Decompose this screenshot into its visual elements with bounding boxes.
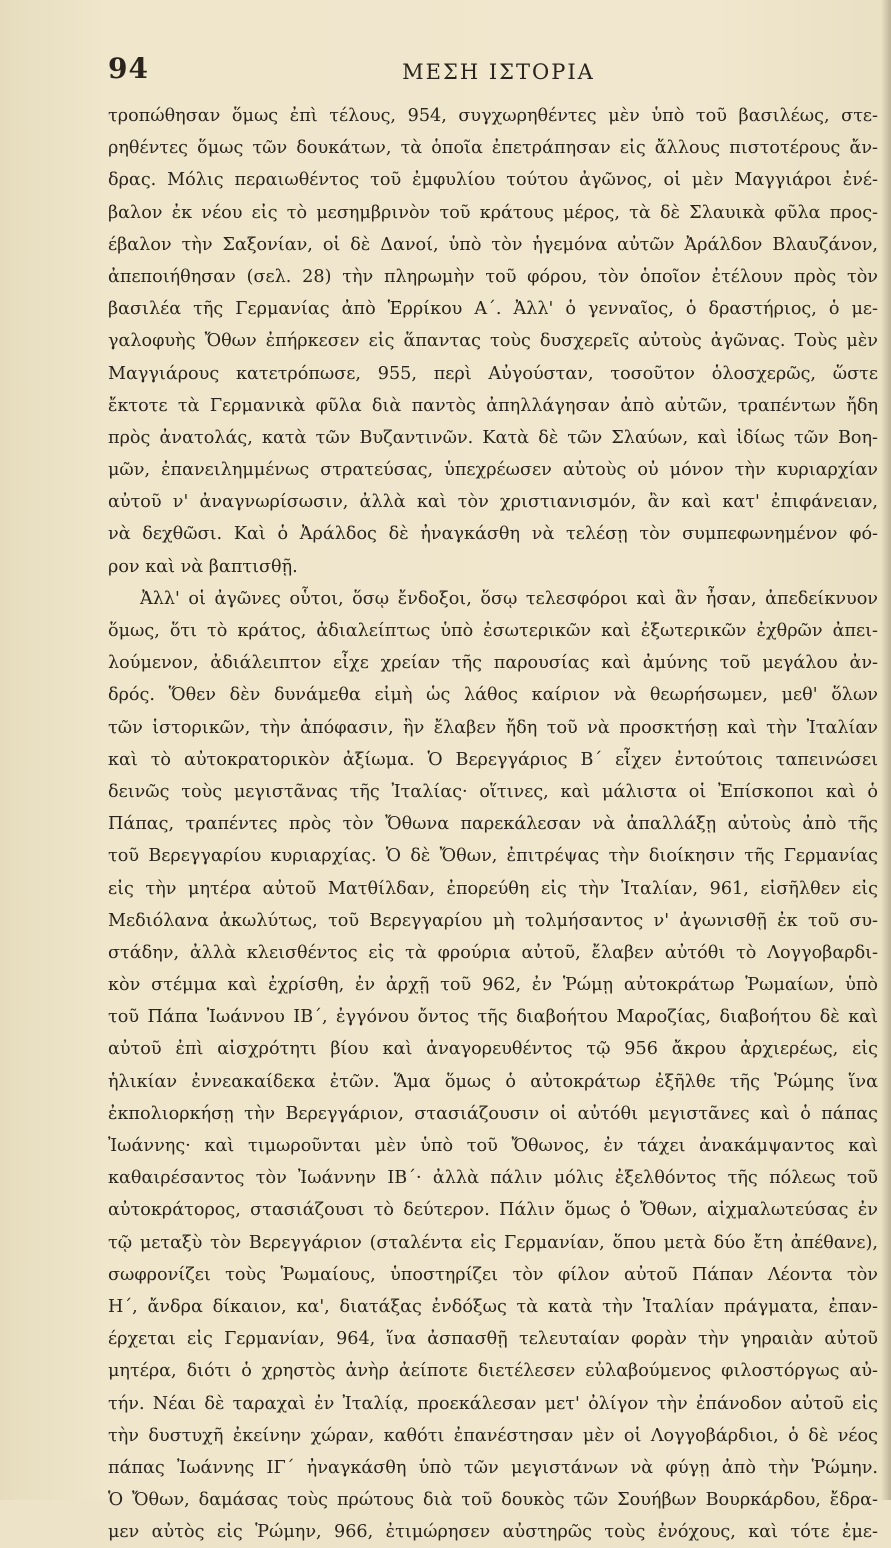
- text-line: έβαλον τὴν Σαξονίαν, οἱ δὲ Δανοί, ὑπὸ τὸν ἡγεμόνα αὐτῶν Ἀράλδον Βλαυζάνον,: [108, 234, 878, 255]
- page-edge-shadow: [881, 0, 891, 1500]
- text-line: κὸν στέμμα καὶ ἐχρίσθη, ἐν ἀρχῇ τοῦ 962, ἐν Ῥώμῃ αὐτοκράτωρ Ῥωμαίων, ὑπὸ: [108, 975, 878, 996]
- text-line: ἔκτοτε τὰ Γερμανικὰ φῦλα διὰ παντὸς ἀπηλλάγησαν ἀπὸ αὐτῶν, τραπέντων ἤδη: [108, 395, 878, 416]
- text-line: εἰς τὴν μητέρα αὐτοῦ Ματθίλδαν, ἐπορεύθη εἰς τὴν Ἰταλίαν, 961, εἰσῆλθεν εἰς: [108, 878, 878, 899]
- text-line: ρηθέντες ὅμως τῶν δουκάτων, τὰ ὁποῖα ἐπετράπησαν εἰς ἄλλους πιστοτέρους ἄν-: [108, 138, 878, 159]
- text-line: ἐκπολιορκήσῃ τὴν Βερεγγάριον, στασιάζουσιν οἱ αὐτόθι μεγιστᾶνες καὶ ὁ πάπας: [108, 1103, 878, 1124]
- text-line: αὐτοῦ ν' ἀναγνωρίσωσιν, ἀλλὰ καὶ τὸν χριστιανισμόν, ἂν καὶ κατ' ἐπιφάνειαν,: [108, 492, 878, 513]
- text-line: Η΄, ἄνδρα δίκαιον, κα', διατάξας ἐνδόξως τὰ κατὰ τὴν Ἰταλίαν πράγματα, ἐπαν-: [108, 1296, 878, 1317]
- text-line: τὴν δυστυχῆ ἐκείνην χώραν, καθότι ἐπανέστησαν μὲν οἱ Λογγοβάρδιοι, ὁ δὲ νέος: [108, 1425, 878, 1446]
- text-line: μεν αὐτὸς εἰς Ῥώμην, 966, ἐτιμώρησεν αὐστηρῶς τοὺς ἐνόχους, καὶ τότε ἐμε-: [108, 1522, 878, 1543]
- body-text: [108, 100, 878, 1548]
- text-line: αὐτοκράτορος, στασιάζουσι τὸ δεύτερον. Πάλιν ὅμως ὁ Ὄθων, αἰχμαλωτεύσας ἐν: [108, 1200, 878, 1221]
- text-line: δρός. Ὅθεν δὲν δυνάμεθα εἰμὴ ὡς λάθος καίριον νὰ θεωρήσωμεν, μεθ' ὅλων: [108, 685, 878, 706]
- text-line: μῶν, ἐπανειλημμένως στρατεύσας, ὑπεχρέωσεν αὐτοὺς οὐ μόνον τὴν κυριαρχίαν: [108, 460, 878, 481]
- page-number: 94: [108, 52, 149, 85]
- text-line: Ὁ Ὄθων, δαμάσας τοὺς πρώτους διὰ τοῦ δουκὸς τῶν Σουήβων Βουρκάρδου, ἔδρα-: [108, 1490, 878, 1511]
- text-line: μητέρα, διότι ὁ χρηστὸς ἀνὴρ ἀείποτε διετέλεσεν εὐλαβούμενος φιλοστόργως αὐ-: [108, 1361, 878, 1382]
- text-line: τοῦ Πάπα Ἰωάννου ΙΒ΄, ἐγγόνου ὄντος τῆς διαβοήτου Μαροζίας, διαβοήτου δὲ καὶ: [108, 1007, 878, 1028]
- text-line: λούμενον, ἀδιάλειπτον εἶχε χρείαν τῆς παρουσίας καὶ ἀμύνης τοῦ μεγάλου ἀν-: [108, 653, 878, 674]
- text-line: έρχεται εἰς Γερμανίαν, 964, ἵνα ἀσπασθῇ τελευταίαν φορὰν τὴν γηραιὰν αὐτοῦ: [108, 1329, 878, 1350]
- text-line: Μαγγιάρους κατετρόπωσε, 955, περὶ Αὐγούσταν, τοσοῦτον ὁλοσχερῶς, ὥστε: [108, 363, 878, 384]
- text-line: Μεδιόλανα ἀκωλύτως, τοῦ Βερεγγαρίου μὴ τολμήσαντος ν' ἀγωνισθῇ ἐκ τοῦ συ-: [108, 910, 878, 931]
- text-line: Ἰωάννης· καὶ τιμωροῦνται μὲν ὑπὸ τοῦ Ὄθωνος, ἐν τάχει ἀνακάμψαντος καὶ: [108, 1136, 878, 1156]
- text-line: ἡλικίαν ἐννεακαίδεκα ἐτῶν. Ἅμα ὅμως ὁ αὐτοκράτωρ ἐξῆλθε τῆς Ῥώμης ἵνα: [108, 1071, 878, 1092]
- text-line: τοῦ Βερεγγαρίου κυριαρχίας. Ὁ δὲ Ὄθων, ἐπιτρέψας τὴν διοίκησιν τῆς Γερμανίας: [108, 846, 878, 867]
- text-line: καὶ τὸ αὐτοκρατορικὸν ἀξίωμα. Ὁ Βερεγγάριος Β΄ εἶχεν ἐντούτοις ταπεινώσει: [108, 749, 878, 770]
- text-line: δρας. Μόλις περαιωθέντος τοῦ ἐμφυλίου τούτου ἀγῶνος, οἱ μὲν Μαγγιάροι ἐνέ-: [108, 170, 878, 191]
- text-line: βασιλέα τῆς Γερμανίας ἀπὸ Ἑρρίκου Α΄. Ἀλλ' ὁ γενναῖος, ὁ δραστήριος, ὁ με-: [108, 299, 878, 320]
- page-header: [108, 52, 859, 92]
- text-line: σωφρονίζει τοὺς Ῥωμαίους, ὑποστηρίζει τὸν φίλον αὐτοῦ Πάπαν Λέοντα τὸν: [108, 1264, 878, 1285]
- running-head: ΜΕΣΗ ΙΣΤΟΡΙΑ: [402, 60, 595, 84]
- text-line: πρὸς ἀνατολάς, κατὰ τῶν Βυζαντινῶν. Κατὰ δὲ τῶν Σλαύων, καὶ ἰδίως τῶν Βοη-: [108, 427, 878, 448]
- text-line: δεινῶς τοὺς μεγιστᾶνας τῆς Ἰταλίας· οἵτινες, καὶ μάλιστα οἱ Ἐπίσκοποι καὶ ὁ: [108, 781, 878, 802]
- text-line: τῷ μεταξὺ τὸν Βερεγγάριον (σταλέντα εἰς Γερμανίαν, ὅπου μετὰ δύο ἔτη ἀπέθανε),: [108, 1232, 878, 1253]
- text-line: Ἀλλ' οἱ ἀγῶνες οὗτοι, ὅσῳ ἔνδοξοι, ὅσῳ τελεσφόροι καὶ ἂν ἦσαν, ἀπεδείκνυον: [140, 588, 878, 609]
- text-line: τῶν ἱστορικῶν, τὴν ἀπόφασιν, ἣν ἔλαβεν ἤδη τοῦ νὰ προσκτήσῃ καὶ τὴν Ἰταλίαν: [108, 717, 878, 738]
- text-line: ὅμως, ὅτι τὸ κράτος, ἀδιαλείπτως ὑπὸ ἐσωτερικῶν καὶ ἐξωτερικῶν ἐχθρῶν ἀπει-: [108, 621, 878, 641]
- text-line: ρον καὶ νὰ βαπτισθῇ.: [108, 556, 298, 577]
- text-line: τροπώθησαν ὅμως ἐπὶ τέλους, 954, συγχωρηθέντες μὲν ὑπὸ τοῦ βασιλέως, στε-: [108, 106, 878, 126]
- text-line: καθαιρέσαντος τὸν Ἰωάννην ΙΒ΄· ἀλλὰ πάλιν μόλις ἐξελθόντος τῆς πόλεως τοῦ: [108, 1168, 878, 1189]
- text-line: τήν. Νέαι δὲ ταραχαὶ ἐν Ἰταλίᾳ, προεκάλεσαν μετ' ὀλίγον τὴν ἐπάνοδον αὐτοῦ εἰς: [108, 1393, 878, 1414]
- text-line: αὐτοῦ ἐπὶ αἰσχρότητι βίου καὶ ἀναγορευθέντος τῷ 956 ἄκρου ἀρχιερέως, εἰς: [108, 1039, 878, 1060]
- text-line: πάπας Ἰωάννης ΙΓ΄ ἠναγκάσθη ὑπὸ τῶν μεγιστάνων νὰ φύγῃ ἀπὸ τὴν Ῥώμην.: [108, 1457, 878, 1478]
- text-line: βαλον ἐκ νέου εἰς τὸ μεσημβρινὸν τοῦ κράτους μέρος, τὰ δὲ Σλαυικὰ φῦλα προς-: [108, 202, 878, 223]
- text-line: ἀπεποιήθησαν (σελ. 28) τὴν πληρωμὴν τοῦ φόρου, τὸν ὁποῖον ἐτέλουν πρὸς τὸν: [108, 266, 878, 287]
- text-line: γαλοφυὴς Ὄθων ἐπήρκεσεν εἰς ἅπαντας τοὺς δυσχερεῖς αὐτοὺς ἀγῶνας. Τοὺς μὲν: [108, 331, 878, 352]
- text-line: Πάπας, τραπέντες πρὸς τὸν Ὄθωνα παρεκάλεσαν νὰ ἀπαλλάξῃ αὐτοὺς ἀπὸ τῆς: [108, 814, 878, 835]
- text-line: στάδην, ἀλλὰ κλεισθέντος εἰς τὰ φρούρια αὐτοῦ, ἔλαβεν αὐτόθι τὸ Λογγοβαρδι-: [108, 942, 878, 963]
- text-line: νὰ δεχθῶσι. Καὶ ὁ Ἀράλδος δὲ ἠναγκάσθη νὰ τελέσῃ τὸν συμπεφωνημένον φό-: [108, 524, 878, 545]
